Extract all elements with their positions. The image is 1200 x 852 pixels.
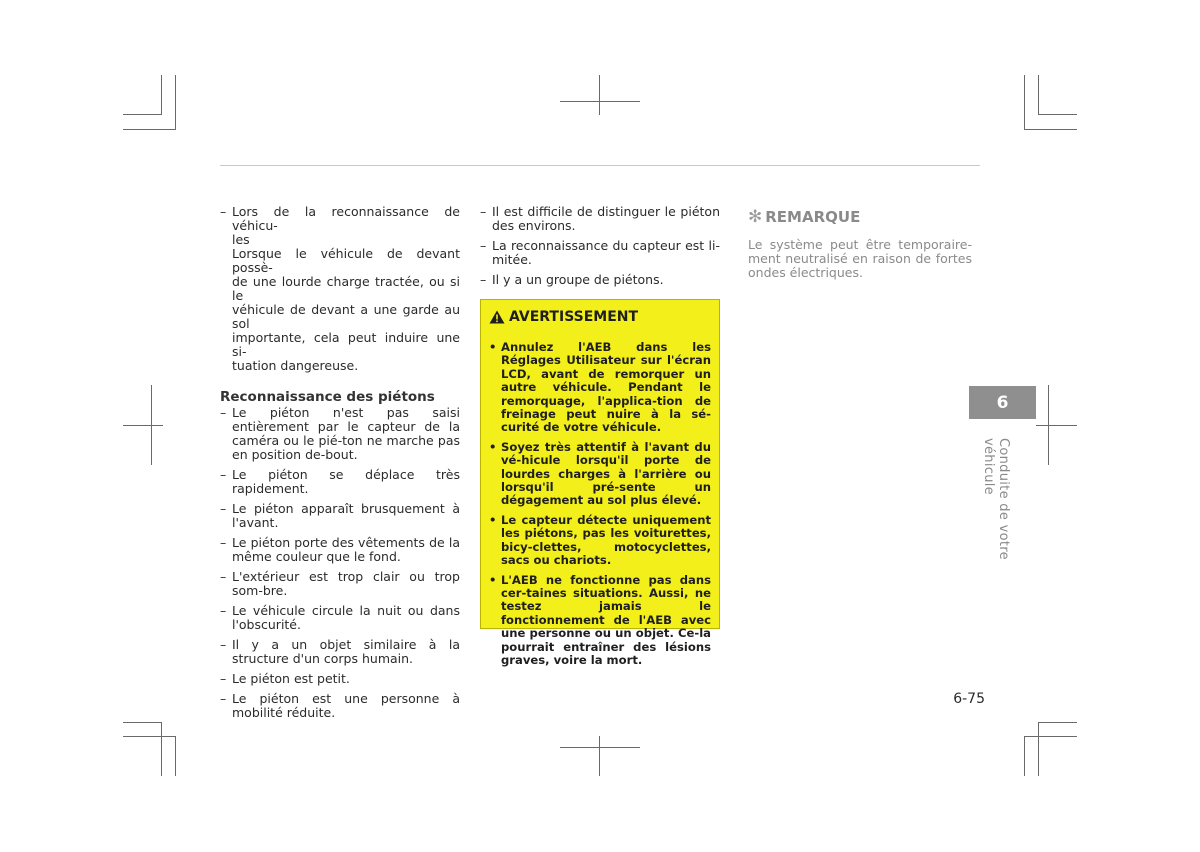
- crop-mark: [161, 722, 162, 776]
- text-line: véhicule de devant a une garde au sol: [232, 302, 460, 331]
- note-body: Le système peut être temporaire-ment neutralisé en raison de fortes ondes électriques.: [748, 237, 972, 280]
- note-header: [748, 207, 972, 227]
- column-right: [748, 207, 972, 280]
- list-item: – La reconnaissance du capteur est li-mitée.: [480, 239, 720, 267]
- crop-mark: [123, 736, 176, 737]
- crop-mark: [599, 736, 600, 776]
- crop-mark: [599, 75, 600, 115]
- warning-list: [489, 341, 711, 667]
- crop-mark: [161, 75, 162, 115]
- crop-mark: [123, 722, 162, 723]
- intro-list: [220, 205, 460, 373]
- crop-mark: [1038, 722, 1039, 776]
- chapter-number-tab: 6: [969, 386, 1036, 419]
- crop-mark: [560, 747, 640, 748]
- text-line: Lorsque le véhicule de devant possè-: [232, 246, 460, 275]
- text-line: les: [232, 232, 250, 247]
- header-rule: [220, 165, 980, 166]
- chapter-title: Conduite de votre véhicule: [981, 438, 1011, 560]
- warning-triangle-icon: [489, 310, 505, 324]
- crop-mark: [123, 114, 162, 115]
- crop-mark: [1024, 736, 1025, 776]
- pedestrian-conditions-list-continued: [480, 205, 720, 287]
- text-line: importante, cela peut induire une si-: [232, 330, 460, 359]
- crop-mark: [1038, 114, 1077, 115]
- column-left: [220, 205, 460, 726]
- warning-header: [489, 310, 711, 324]
- warning-item: • L'AEB ne fonctionne pas dans cer-taines situations. Aussi, ne testez jamais le fonctionnement de l'AEB avec une personne ou un objet. Ce-la pourrait entraîner des lésions graves, voire la mort.: [489, 574, 711, 668]
- crop-mark: [175, 736, 176, 776]
- warning-title: AVERTISSEMENT: [509, 309, 639, 325]
- warning-box: [480, 299, 720, 667]
- crop-mark: [1024, 75, 1025, 130]
- note-title: REMARQUE: [765, 208, 861, 226]
- text-line: – Lors de la reconnaissance de véhicu-: [232, 204, 460, 233]
- crop-mark: [175, 75, 176, 130]
- crop-mark: [1036, 425, 1077, 426]
- pedestrian-conditions-list: [220, 406, 460, 720]
- text-line: tuation dangereuse.: [232, 358, 359, 373]
- crop-mark: [1024, 736, 1077, 737]
- page-number: 6-75: [953, 691, 985, 707]
- crop-mark: [123, 129, 176, 130]
- list-item: – Le piéton apparaît brusquement à l'avant.: [220, 502, 460, 530]
- list-item: – Le véhicule circule la nuit ou dans l'obscurité.: [220, 604, 460, 632]
- list-item: – L'extérieur est trop clair ou trop som-bre.: [220, 570, 460, 598]
- list-item: – Le piéton est une personne à mobilité réduite.: [220, 692, 460, 720]
- list-item: – Le piéton est petit.: [220, 672, 460, 686]
- asterisk-icon: ✻: [748, 207, 763, 227]
- crop-mark: [560, 101, 640, 102]
- list-item: [220, 205, 460, 373]
- warning-item: • Le capteur détecte uniquement les piétons, pas les voiturettes, bicy-clettes, motocyclettes, sacs ou chariots.: [489, 514, 711, 568]
- warning-item: • Annulez l'AEB dans les Réglages Utilisateur sur l'écran LCD, avant de remorquer un autre véhicule. Pendant le remorquage, l'applica-tion de freinage peut nuire à la sé-curité de votre véhicule.: [489, 341, 711, 435]
- crop-mark: [1024, 129, 1077, 130]
- list-item: – Il y a un groupe de piétons.: [480, 273, 720, 287]
- list-item: – Il est difficile de distinguer le piéton des environs.: [480, 205, 720, 233]
- text-line: de une lourde charge tractée, ou si le: [232, 274, 460, 303]
- section-title: Reconnaissance des piétons: [220, 389, 435, 405]
- crop-mark: [123, 425, 163, 426]
- crop-mark: [1038, 75, 1039, 115]
- crop-mark: [1038, 722, 1077, 723]
- warning-item: • Soyez très attentif à l'avant du vé-hicule lorsqu'il porte de lourdes charges à l'arrière ou lorsqu'il pré-sente un dégagement au sol plus élevé.: [489, 441, 711, 508]
- column-middle: [480, 204, 720, 667]
- list-item: – Il y a un objet similaire à la structure d'un corps humain.: [220, 638, 460, 666]
- list-item: – Le piéton porte des vêtements de la même couleur que le fond.: [220, 536, 460, 564]
- list-item: – Le piéton se déplace très rapidement.: [220, 468, 460, 496]
- list-item: – Le piéton n'est pas saisi entièrement par le capteur de la caméra ou le pié-ton ne marche pas en position de-bout.: [220, 406, 460, 462]
